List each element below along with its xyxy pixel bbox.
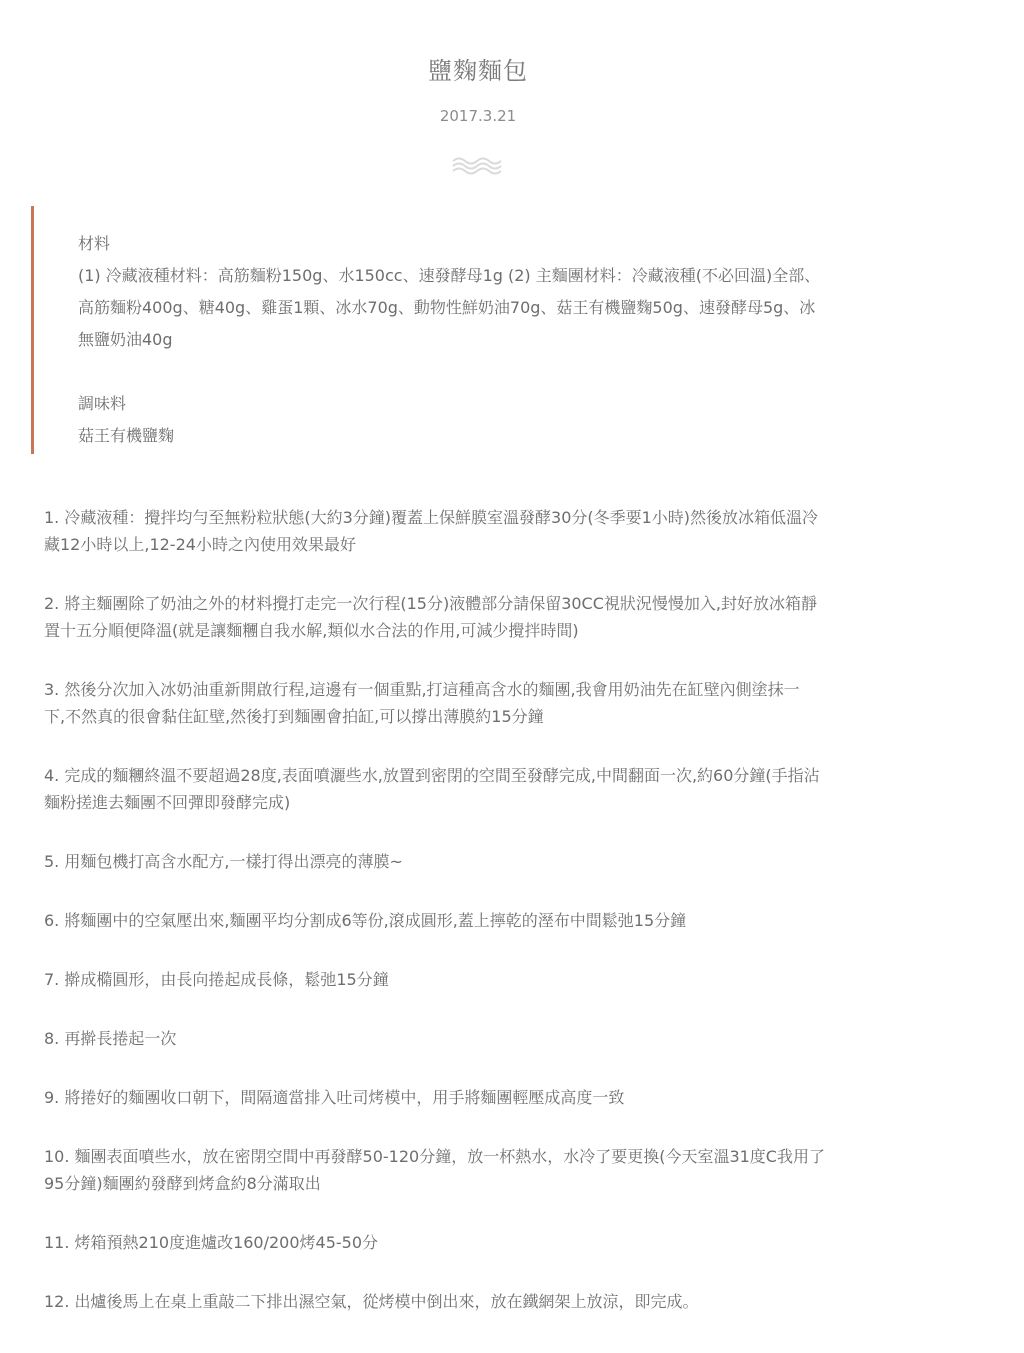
step-8 <box>44 1025 944 1052</box>
step-12 <box>44 1288 944 1315</box>
step-line: 藏12小時以上,12-24小時之內使用效果最好 <box>44 535 356 554</box>
step-line: 3. 然後分次加入冰奶油重新開啟行程,這邊有一個重點,打這種高含水的麵團,我會用奶油先在缸壁內側塗抹一 <box>44 680 800 699</box>
ingredients-content <box>78 228 914 452</box>
step-6 <box>44 907 944 934</box>
step-2 <box>44 590 944 644</box>
step-line: 置十五分順便降溫(就是讓麵糰自我水解,類似水合法的作用,可減少攪拌時間) <box>44 621 579 640</box>
step-line: 6. 將麵團中的空氣壓出來,麵團平均分割成6等份,滾成圓形,蓋上擰乾的溼布中間鬆弛15分鐘 <box>44 911 687 930</box>
materials-line-2: 高筋麵粉400g、糖40g、雞蛋1顆、冰水70g、動物性鮮奶油70g、菇王有機鹽麴50g、速發酵母5g、冰 <box>78 298 816 317</box>
paragraph-gap <box>78 356 914 388</box>
step-line: 麵粉搓進去麵團不回彈即發酵完成) <box>44 793 291 812</box>
seasoning-text: 菇王有機鹽麴 <box>78 426 175 445</box>
step-line: 1. 冷藏液種：攪拌均勻至無粉粒狀態(大約3分鐘)覆蓋上保鮮膜室溫發酵30分(冬季要1小時)然後放冰箱低溫冷 <box>44 508 819 527</box>
post-title: 鹽麴麵包 <box>428 57 528 85</box>
step-line: 8. 再擀長捲起一次 <box>44 1029 177 1048</box>
materials-heading: 材料 <box>78 234 111 253</box>
materials-line-3: 無鹽奶油40g <box>78 330 173 349</box>
step-5 <box>44 848 944 875</box>
materials-line-1: (1) 冷藏液種材料：高筋麵粉150g、水150cc、速發酵母1g (2) 主麵團材料：冷藏液種(不必回溫)全部、 <box>78 266 821 285</box>
step-line: 下,不然真的很會黏住缸壁,然後打到麵團會拍缸,可以撐出薄膜約15分鐘 <box>44 707 544 726</box>
step-line: 5. 用麵包機打高含水配方,一樣打得出漂亮的薄膜~ <box>44 852 403 871</box>
step-4 <box>44 762 944 816</box>
step-line: 7. 擀成橢圓形，由長向捲起成長條，鬆弛15分鐘 <box>44 970 389 989</box>
step-line: 2. 將主麵團除了奶油之外的材料攪打走完一次行程(15分)液體部分請保留30CC視狀況慢慢加入,封好放冰箱靜 <box>44 594 817 613</box>
step-11 <box>44 1229 944 1256</box>
step-line: 9. 將捲好的麵團收口朝下，間隔適當排入吐司烤模中，用手將麵團輕壓成高度一致 <box>44 1088 625 1107</box>
recipe-steps <box>44 504 944 1347</box>
step-1 <box>44 504 944 558</box>
step-9 <box>44 1084 944 1111</box>
post-date: 2017.3.21 <box>439 107 517 125</box>
wave-divider-icon <box>451 155 503 177</box>
step-line: 95分鐘)麵團約發酵到烤盒約8分滿取出 <box>44 1174 321 1193</box>
step-line: 11. 烤箱預熱210度進爐改160/200烤45-50分 <box>44 1233 379 1252</box>
step-line: 10. 麵團表面噴些水，放在密閉空間中再發酵50-120分鐘，放一杯熱水，水冷了要更換(今天室溫31度C我用了 <box>44 1147 825 1166</box>
step-7 <box>44 966 944 993</box>
ingredients-blockquote <box>31 206 914 454</box>
step-line: 4. 完成的麵糰終溫不要超過28度,表面噴灑些水,放置到密閉的空間至發酵完成,中間翻面一次,約60分鐘(手指沾 <box>44 766 820 785</box>
seasoning-heading: 調味料 <box>78 394 127 413</box>
step-line: 12. 出爐後馬上在桌上重敲二下排出濕空氣，從烤模中倒出來，放在鐵網架上放涼，即完成。 <box>44 1292 699 1311</box>
step-3 <box>44 676 944 730</box>
step-10 <box>44 1143 944 1197</box>
